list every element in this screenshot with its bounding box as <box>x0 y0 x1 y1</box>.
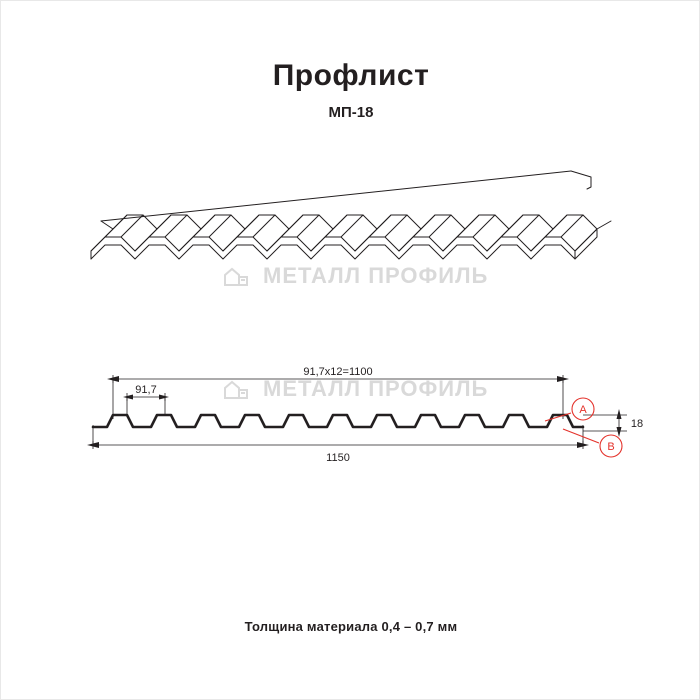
isometric-view <box>71 141 631 321</box>
product-model-label: МП-18 <box>328 104 374 121</box>
material-thickness-note: Толщина материала 0,4 – 0,7 мм <box>244 619 458 634</box>
callout-b-label: B <box>607 441 615 453</box>
watermark-bottom-text: МЕТАЛЛ ПРОФИЛЬ <box>263 376 489 401</box>
watermark-top <box>223 263 488 289</box>
dimension-pitch-label: 91,7 <box>135 384 157 396</box>
watermark-top-text: МЕТАЛЛ ПРОФИЛЬ <box>263 263 489 288</box>
dimension-height-label: 18 <box>630 418 644 430</box>
watermark-bottom <box>223 376 488 402</box>
watermark-logo-icon <box>223 267 257 287</box>
section-view <box>71 351 651 481</box>
callout-a-label: A <box>579 404 587 416</box>
dimension-overall-width-label: 1150 <box>326 452 350 464</box>
page-title: Профлист <box>272 59 430 92</box>
dimension-total-width-label: 91,7х12=1100 <box>303 366 373 378</box>
watermark-logo-icon <box>223 380 257 400</box>
